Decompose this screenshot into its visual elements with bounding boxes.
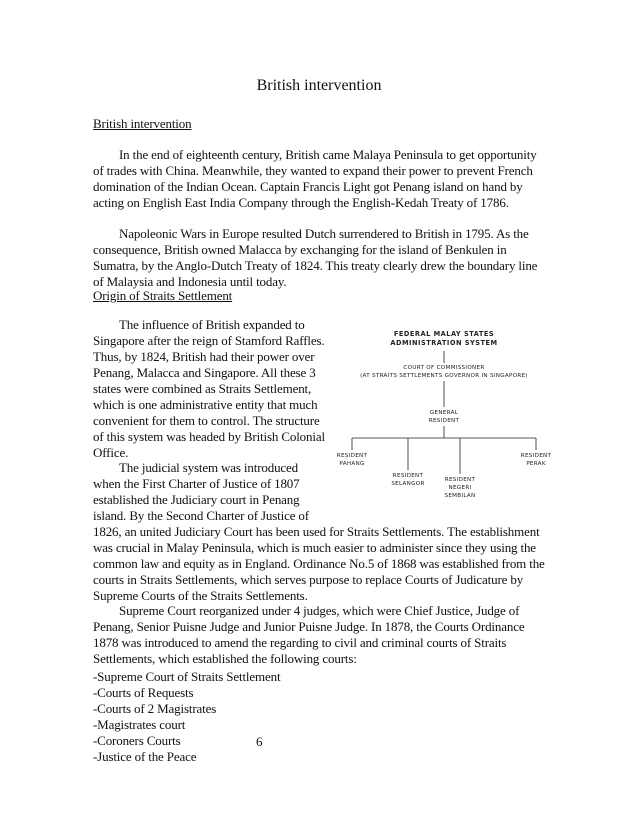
list-item: -Coroners Courts — [93, 733, 181, 748]
org-node-perak-line1: RESIDENT — [520, 453, 552, 459]
administration-org-chart — [330, 320, 560, 520]
paragraph-british-arrival: In the end of eighteenth century, British came Malaya Peninsula to get opportunity of trades with China. Meanwhile, they wanted to expand their power to prevent French domination of the Indian Ocean. Captain Francis Light got Penang island on hand by acting on English East India Company through the English-Kedah Treaty of 1786. — [93, 147, 537, 210]
org-node-general-line2: RESIDENT — [428, 418, 460, 424]
list-item: -Justice of the Peace — [93, 749, 197, 764]
org-node-selangor-line1: RESIDENT — [392, 473, 424, 479]
org-node-negeri-line3: SEMBILAN — [444, 493, 476, 499]
list-item: -Magistrates court — [93, 717, 186, 732]
list-item: -Supreme Court of Straits Settlement — [93, 669, 281, 684]
list-item: -Courts of 2 Magistrates — [93, 701, 217, 716]
org-title-line2: ADMINISTRATION SYSTEM — [390, 339, 498, 347]
org-node-negeri-line1: RESIDENT — [444, 477, 476, 483]
paragraph-napoleonic-wars: Napoleonic Wars in Europe resulted Dutch surrendered to British in 1795. As the consequence, British owned Malacca by exchanging for the island of Benkulen in Sumatra, by the Anglo-Dutch Treaty of 1824. This treaty clearly drew the boundary line of Malaysia and Indonesia until today. — [93, 226, 538, 289]
org-node-pahang-line2: PAHANG — [339, 461, 365, 467]
org-node-perak-line2: PERAK — [526, 461, 546, 467]
org-node-commissioner-line1: COURT OF COMMISSIONER — [403, 365, 485, 371]
page-title: British intervention — [256, 77, 382, 94]
paragraph-straits-origin: The influence of British expanded to Singapore after the reign of Stamford Raffles. Thus, by 1824, British had their power over Penang, Malacca and Singapore. All these 3 states were combined as Straits Settlement, which is one administrative entity that much convenient for them to control. The structure of this system was headed by British Colonial Office. — [93, 317, 325, 460]
page-number: 6 — [256, 734, 263, 749]
org-node-negeri-line2: NEGERI — [448, 485, 472, 491]
org-title-line1: FEDERAL MALAY STATES — [393, 330, 495, 338]
paragraph-supreme-court: Supreme Court reorganized under 4 judges, which were Chief Justice, Judge of Penang, Senior Puisne Judge and Junior Puisne Judge. In 1878, the Courts Ordinance 1878 was introduced to amend the regarding to civil and criminal courts of Straits Settlements, which established the following courts: — [93, 603, 525, 666]
org-node-pahang-line1: RESIDENT — [336, 453, 368, 459]
section-heading-british-intervention: British intervention — [93, 116, 192, 131]
section-heading-straits-settlement: Origin of Straits Settlement — [93, 288, 233, 303]
paragraph-judicial-system: The judicial system was introduced when the First Charter of Justice of 1807 established the Judiciary court in Penang island. By the Second Charter of Justice of — [93, 460, 309, 523]
list-item: -Courts of Requests — [93, 685, 194, 700]
org-node-selangor-line2: SELANGOR — [391, 481, 425, 487]
org-node-general-line1: GENERAL — [429, 410, 459, 416]
paragraph-judicial-system-continued: 1826, an united Judiciary Court has been used for Straits Settlements. The establishment was crucial in Malay Peninsula, which is much easier to administer since they using the common law and equity as in England. Ordinance No.5 of 1868 was established from the courts in Straits Settlements, which serves purpose to replace Courts of Judicature by Supreme Courts of the Straits Settlements. — [93, 524, 545, 603]
org-node-commissioner-line2: (AT STRAITS SETTLEMENTS GOVERNOR IN SINGAPORE) — [360, 373, 528, 379]
courts-list — [93, 669, 548, 765]
org-chart-svg — [330, 320, 560, 520]
